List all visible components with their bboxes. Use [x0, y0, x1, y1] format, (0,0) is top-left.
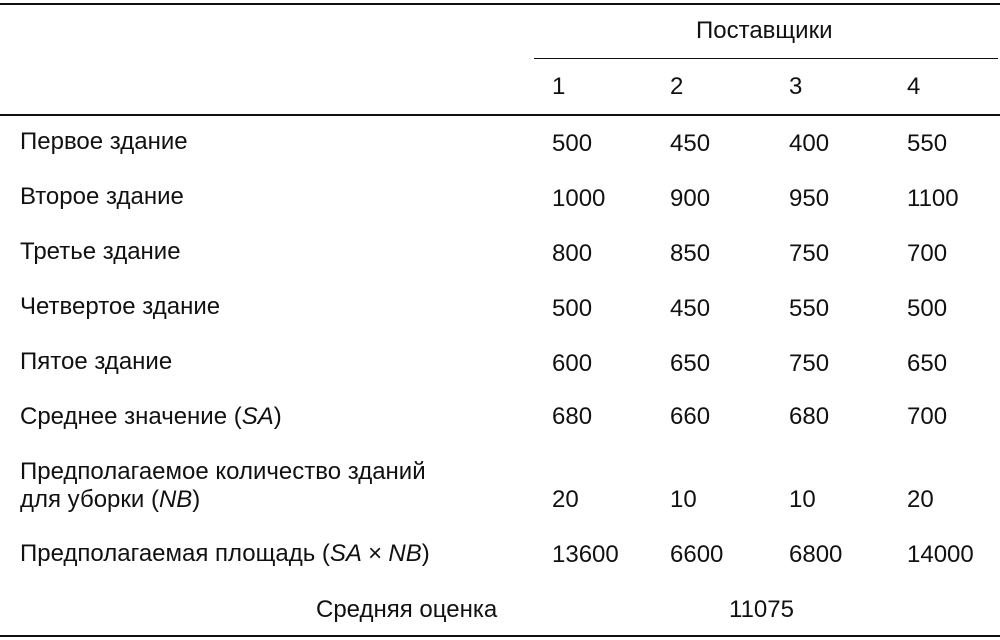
table-cell: 680 [552, 403, 593, 430]
footer-value: 11075 [729, 596, 794, 623]
table-cell: 550 [907, 130, 948, 157]
supplier-header-4: 4 [907, 73, 921, 100]
header-rule [0, 114, 1000, 116]
table-cell: 500 [552, 295, 593, 322]
variable-sa: SA [241, 403, 274, 430]
table-cell: 400 [789, 130, 830, 157]
supplier-header-3: 3 [789, 73, 803, 100]
table-cell: 20 [907, 486, 934, 513]
table-cell: 10 [789, 486, 816, 513]
row-label: Среднее значение (SA) [20, 403, 282, 430]
table-cell: 550 [789, 295, 830, 322]
table-cell: 680 [789, 403, 830, 430]
row-label: Второе здание [20, 183, 184, 210]
table-cell: 1100 [907, 185, 959, 212]
table-cell: 950 [789, 185, 830, 212]
group-underline [534, 58, 998, 59]
row-label: Пятое здание [20, 348, 173, 375]
row-label-line2: для уборки (NB) [20, 486, 201, 513]
row-label: Предполагаемая площадь (SA × NB) [20, 540, 430, 567]
footer-label: Средняя оценка [316, 596, 498, 623]
table-cell: 13600 [552, 541, 619, 568]
table-cell: 500 [907, 295, 948, 322]
supplier-header-1: 1 [552, 73, 566, 100]
table-cell: 6600 [670, 541, 724, 568]
table-cell: 500 [552, 130, 593, 157]
table-cell: 650 [907, 350, 948, 377]
table-cell: 700 [907, 240, 948, 267]
top-rule [0, 3, 1000, 5]
bottom-rule [0, 635, 1000, 637]
table-cell: 450 [670, 130, 711, 157]
table-cell: 900 [670, 185, 711, 212]
row-label: Четвертое здание [20, 293, 221, 320]
table-cell: 650 [670, 350, 711, 377]
row-label-line1: Предполагаемое количество зданий [20, 458, 426, 485]
table-cell: 700 [907, 403, 948, 430]
table-cell: 450 [670, 295, 711, 322]
suppliers-group-header: Поставщики [696, 17, 833, 44]
table-cell: 1000 [552, 185, 606, 212]
variable-sa-nb: SA × NB [329, 540, 422, 567]
variable-nb: NB [158, 486, 193, 513]
table-cell: 750 [789, 350, 830, 377]
table-cell: 20 [552, 486, 579, 513]
table-cell: 600 [552, 350, 593, 377]
table-cell: 6800 [789, 541, 843, 568]
table-cell: 800 [552, 240, 593, 267]
row-label: Первое здание [20, 128, 188, 155]
supplier-header-2: 2 [670, 73, 684, 100]
table-cell: 850 [670, 240, 711, 267]
table-cell: 10 [670, 486, 697, 513]
row-label: Третье здание [20, 238, 181, 265]
table-cell: 750 [789, 240, 830, 267]
table-cell: 660 [670, 403, 711, 430]
table-cell: 14000 [907, 541, 974, 568]
